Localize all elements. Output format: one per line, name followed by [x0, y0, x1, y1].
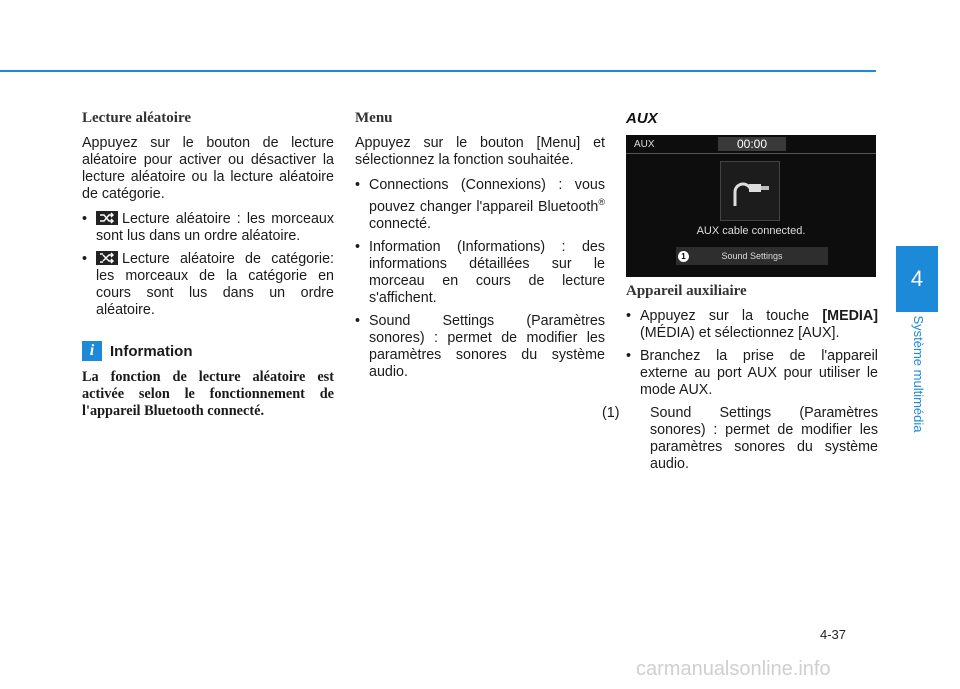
menu-information-text: Information (Informations) : des informations détaillées sur le morceau en cours de lecture s'affichent. [369, 238, 605, 306]
shuffle-item-text: Lecture aléatoire : les morceaux sont lus dans un ordre aléatoire. [96, 211, 334, 244]
aux-step1-end: (MÉDIA) et sélectionnez [AUX]. [640, 325, 840, 341]
screen-time: 00:00 [718, 137, 786, 151]
aux-step1-key: [MEDIA] [822, 308, 878, 324]
chapter-title: Système multimédia [911, 315, 926, 433]
registered-mark: ® [598, 197, 605, 207]
screen-message: AUX cable connected. [696, 225, 806, 237]
list-item [82, 251, 334, 319]
screen-source-label: AUX [634, 139, 655, 150]
sound-settings-button[interactable]: Sound Settings [676, 247, 828, 265]
shuffle-icon [96, 211, 118, 225]
menu-intro: Appuyez sur le bouton [Menu] et sélectionnez la fonction souhaitée. [355, 135, 605, 168]
menu-sound-text: Sound Settings (Paramètres sonores) : permet de modifier les paramètres sonores du système audio. [369, 312, 605, 380]
column-shuffle [82, 110, 334, 420]
shuffle-list [82, 211, 334, 319]
aux-list [626, 308, 878, 399]
info-text: La fonction de lecture aléatoire est activée selon le fonctionnement de l'appareil Bluetooth connecté. [82, 369, 334, 419]
aux-jack-icon [720, 161, 780, 221]
page-number: 4-37 [820, 627, 847, 642]
list-item [626, 308, 878, 342]
menu-connections-text: Connections (Connexions) : vous pouvez changer l'appareil Bluetooth [369, 177, 605, 215]
shuffle-intro: Appuyez sur le bouton de lecture aléatoire pour activer ou désactiver la lecture aléatoire ou la lecture aléatoire de catégorie. [82, 135, 334, 202]
column-aux [602, 110, 878, 473]
callout-marker: 1 [678, 251, 689, 262]
menu-list [355, 177, 605, 381]
aux-step2-text: Branchez la prise de l'appareil externe au port AUX pour utiliser le mode AUX. [640, 348, 878, 398]
heading-menu: Menu [355, 110, 393, 126]
aux-screen [626, 135, 876, 277]
info-title: Information [110, 342, 193, 360]
shuffle-category-icon [96, 251, 118, 265]
list-item [355, 239, 605, 307]
list-item [355, 177, 605, 233]
top-rule [0, 70, 876, 72]
menu-connections-end: connecté. [369, 215, 431, 232]
heading-aux: AUX [626, 110, 658, 127]
info-icon: i [82, 341, 102, 361]
list-item [355, 313, 605, 381]
list-item [626, 348, 878, 399]
heading-aux-device: Appareil auxiliaire [626, 283, 747, 299]
item-text: Sound Settings (Paramètres sonores) : permet de modifier les paramètres sonores du système audio. [650, 405, 878, 472]
shuffle-category-text: Lecture aléatoire de catégorie: les morceaux de la catégorie en cours sont lus dans un ordre aléatoire. [96, 251, 334, 318]
info-header [82, 341, 334, 361]
numbered-item [602, 405, 878, 473]
column-menu [355, 110, 605, 387]
item-number: (1) [602, 405, 620, 421]
screen-divider [626, 153, 876, 154]
chapter-tab: 4 [896, 246, 938, 312]
watermark: carmanualsonline.info [636, 658, 831, 680]
heading-shuffle: Lecture aléatoire [82, 110, 191, 126]
list-item [82, 211, 334, 245]
aux-step1-text: Appuyez sur la touche [640, 308, 823, 324]
